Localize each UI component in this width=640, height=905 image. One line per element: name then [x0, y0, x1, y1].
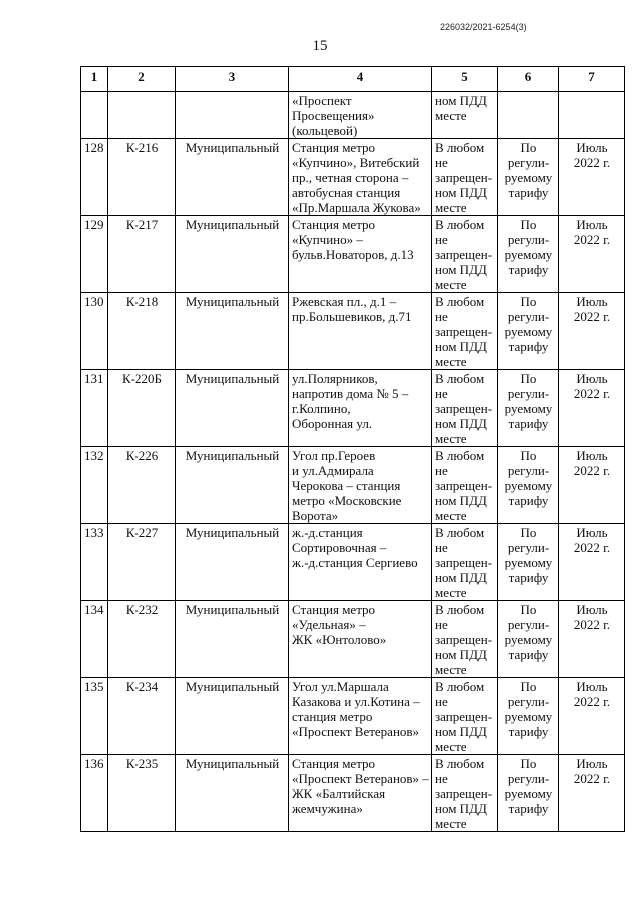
- row-number-cell: [81, 447, 108, 524]
- carrier-type-cell: [176, 447, 289, 524]
- tariff-type: По регули- руемому тарифу: [504, 525, 553, 585]
- stop-order: В любом не запрещен- ном ПДД месте: [435, 756, 493, 831]
- column-header: 4: [289, 67, 432, 92]
- start-date: Июль 2022 г.: [573, 602, 611, 632]
- carrier-type-cell: [176, 601, 289, 678]
- route-path: Станция метро «Проспект Ветеранов» – ЖК «Балтийская жемчужина»: [292, 756, 429, 816]
- tariff-type: По регули- руемому тарифу: [504, 679, 553, 739]
- start-date-cell: [559, 755, 625, 832]
- stop-order-text: ном ПДД месте: [435, 93, 487, 123]
- route-path-cell: [289, 678, 432, 755]
- stop-order-cell: [432, 370, 498, 447]
- tariff-type-cell: [498, 524, 559, 601]
- route-number-cell: [108, 139, 176, 216]
- stop-order-cell: [432, 755, 498, 832]
- continuation-row: [81, 92, 625, 139]
- stop-order: В любом не запрещен- ном ПДД месте: [435, 217, 493, 292]
- carrier-type-cell: [176, 524, 289, 601]
- row-number-cell: [81, 370, 108, 447]
- carrier-type: Муниципальный: [185, 448, 280, 463]
- route-number: К-232: [125, 602, 159, 617]
- start-date-cell: [559, 447, 625, 524]
- route-number-cell: [108, 293, 176, 370]
- start-date-cell: [559, 139, 625, 216]
- route-path: Станция метро «Купчино» – бульв.Новаторов, д.13: [292, 217, 414, 262]
- carrier-type: Муниципальный: [185, 525, 280, 540]
- carrier-type: Муниципальный: [185, 756, 280, 771]
- row-number: 128: [84, 140, 104, 155]
- carrier-type-cell: [176, 678, 289, 755]
- tariff-type: По регули- руемому тарифу: [504, 448, 553, 508]
- column-header: 2: [108, 67, 176, 92]
- carrier-type: Муниципальный: [185, 679, 280, 694]
- route-number-cell: [108, 216, 176, 293]
- start-date: Июль 2022 г.: [573, 140, 611, 170]
- tariff-type: По регули- руемому тарифу: [504, 294, 553, 354]
- table-row: [81, 139, 625, 216]
- tariff-type-cell: [498, 293, 559, 370]
- row-number-cell: [81, 139, 108, 216]
- route-number: К-216: [125, 140, 159, 155]
- start-date: Июль 2022 г.: [573, 217, 611, 247]
- route-path-cell: [289, 216, 432, 293]
- table-row: [81, 216, 625, 293]
- stop-order-cell: [432, 601, 498, 678]
- route-path-cell: [289, 447, 432, 524]
- tariff-type: По регули- руемому тарифу: [504, 602, 553, 662]
- start-date-cell: [559, 678, 625, 755]
- row-number: 135: [84, 679, 104, 694]
- route-number-cell: [108, 601, 176, 678]
- row-number-cell: [81, 601, 108, 678]
- stop-order: В любом не запрещен- ном ПДД месте: [435, 294, 493, 369]
- stop-order: В любом не запрещен- ном ПДД месте: [435, 371, 493, 446]
- start-date-cell: [559, 293, 625, 370]
- row-number: 130: [84, 294, 104, 309]
- tariff-type: По регули- руемому тарифу: [504, 371, 553, 431]
- tariff-type: По регули- руемому тарифу: [504, 140, 553, 200]
- tariff-type: По регули- руемому тарифу: [504, 756, 553, 816]
- document-id: 226032/2021-6254(3): [440, 22, 527, 32]
- route-path-cell: [289, 755, 432, 832]
- carrier-type-cell: [176, 293, 289, 370]
- start-date: Июль 2022 г.: [573, 448, 611, 478]
- row-number-cell: [81, 755, 108, 832]
- table-row: [81, 755, 625, 832]
- stop-order-cell: [432, 216, 498, 293]
- stop-order-cell: [432, 524, 498, 601]
- row-number: 134: [84, 602, 104, 617]
- row-number: 129: [84, 217, 104, 232]
- route-path: Ржевская пл., д.1 – пр.Большевиков, д.71: [292, 294, 412, 324]
- route-number-cell: [108, 370, 176, 447]
- stop-order-cell: [432, 678, 498, 755]
- route-number-cell: [108, 524, 176, 601]
- route-number: К-227: [125, 525, 159, 540]
- route-number: К-226: [125, 448, 159, 463]
- start-date-cell: [559, 601, 625, 678]
- page-number: 15: [312, 38, 328, 54]
- route-number: К-220Б: [122, 371, 162, 386]
- row-number: 136: [84, 756, 104, 771]
- routes-table: [80, 66, 625, 832]
- start-date-cell: [559, 216, 625, 293]
- stop-order: В любом не запрещен- ном ПДД месте: [435, 525, 493, 600]
- column-header: 1: [81, 67, 108, 92]
- stop-order: В любом не запрещен- ном ПДД месте: [435, 602, 493, 677]
- row-number-cell: [81, 678, 108, 755]
- table-header-row: [81, 67, 625, 92]
- route-number: К-235: [125, 756, 159, 771]
- start-date: Июль 2022 г.: [573, 371, 611, 401]
- carrier-type-cell: [176, 755, 289, 832]
- tariff-type-cell: [498, 447, 559, 524]
- table-row: [81, 524, 625, 601]
- row-number: 133: [84, 525, 104, 540]
- start-date-cell: [559, 370, 625, 447]
- row-number-cell: [81, 216, 108, 293]
- route-number: К-218: [125, 294, 159, 309]
- route-path: Угол ул.Маршала Казакова и ул.Котина – станция метро «Проспект Ветеранов»: [292, 679, 420, 739]
- route-path: Станция метро «Купчино», Витебский пр., четная сторона – автобусная станция «Пр.Маршала Жукова»: [292, 140, 421, 215]
- route-path-cell: [289, 293, 432, 370]
- row-number-cell: [81, 293, 108, 370]
- stop-order: В любом не запрещен- ном ПДД месте: [435, 448, 493, 523]
- route-path: Станция метро «Удельная» – ЖК «Юнтолово»: [292, 602, 387, 647]
- carrier-type: Муниципальный: [185, 217, 280, 232]
- table-row: [81, 601, 625, 678]
- carrier-type: Муниципальный: [185, 140, 280, 155]
- route-number: К-234: [125, 679, 159, 694]
- tariff-type-cell: [498, 678, 559, 755]
- row-number: 132: [84, 448, 104, 463]
- tariff-type-cell: [498, 139, 559, 216]
- start-date: Июль 2022 г.: [573, 679, 611, 709]
- carrier-type-cell: [176, 370, 289, 447]
- tariff-type: По регули- руемому тарифу: [504, 217, 553, 277]
- stop-order: В любом не запрещен- ном ПДД месте: [435, 679, 493, 754]
- carrier-type-cell: [176, 139, 289, 216]
- tariff-type-cell: [498, 601, 559, 678]
- route-path: ул.Полярников, напротив дома № 5 – г.Колпино, Оборонная ул.: [292, 371, 409, 431]
- route-path: Угол пр.Героев и ул.Адмирала Черокова – станция метро «Московские Ворота»: [292, 448, 402, 523]
- column-header: 3: [176, 67, 289, 92]
- start-date: Июль 2022 г.: [573, 294, 611, 324]
- start-date-cell: [559, 524, 625, 601]
- route-stops-text: «Проспект Просвещения» (кольцевой): [292, 93, 375, 138]
- carrier-type: Муниципальный: [185, 294, 280, 309]
- table-row: [81, 678, 625, 755]
- stop-order: В любом не запрещен- ном ПДД месте: [435, 140, 493, 215]
- column-header: 6: [498, 67, 559, 92]
- route-path: ж.-д.станция Сортировочная – ж.-д.станция Сергиево: [292, 525, 418, 570]
- route-number-cell: [108, 447, 176, 524]
- carrier-type: Муниципальный: [185, 371, 280, 386]
- stop-order-cell: [432, 447, 498, 524]
- table-row: [81, 293, 625, 370]
- start-date: Июль 2022 г.: [573, 525, 611, 555]
- table-row: [81, 370, 625, 447]
- route-number-cell: [108, 755, 176, 832]
- row-number: 131: [84, 371, 104, 386]
- stop-order-cell: [432, 293, 498, 370]
- column-header: 7: [559, 67, 625, 92]
- carrier-type-cell: [176, 216, 289, 293]
- carrier-type: Муниципальный: [185, 602, 280, 617]
- column-header: 5: [432, 67, 498, 92]
- start-date: Июль 2022 г.: [573, 756, 611, 786]
- route-number-cell: [108, 678, 176, 755]
- route-path-cell: [289, 370, 432, 447]
- route-number: К-217: [125, 217, 159, 232]
- route-path-cell: [289, 139, 432, 216]
- tariff-type-cell: [498, 216, 559, 293]
- tariff-type-cell: [498, 755, 559, 832]
- route-path-cell: [289, 524, 432, 601]
- route-path-cell: [289, 601, 432, 678]
- row-number-cell: [81, 524, 108, 601]
- stop-order-cell: [432, 139, 498, 216]
- table-row: [81, 447, 625, 524]
- tariff-type-cell: [498, 370, 559, 447]
